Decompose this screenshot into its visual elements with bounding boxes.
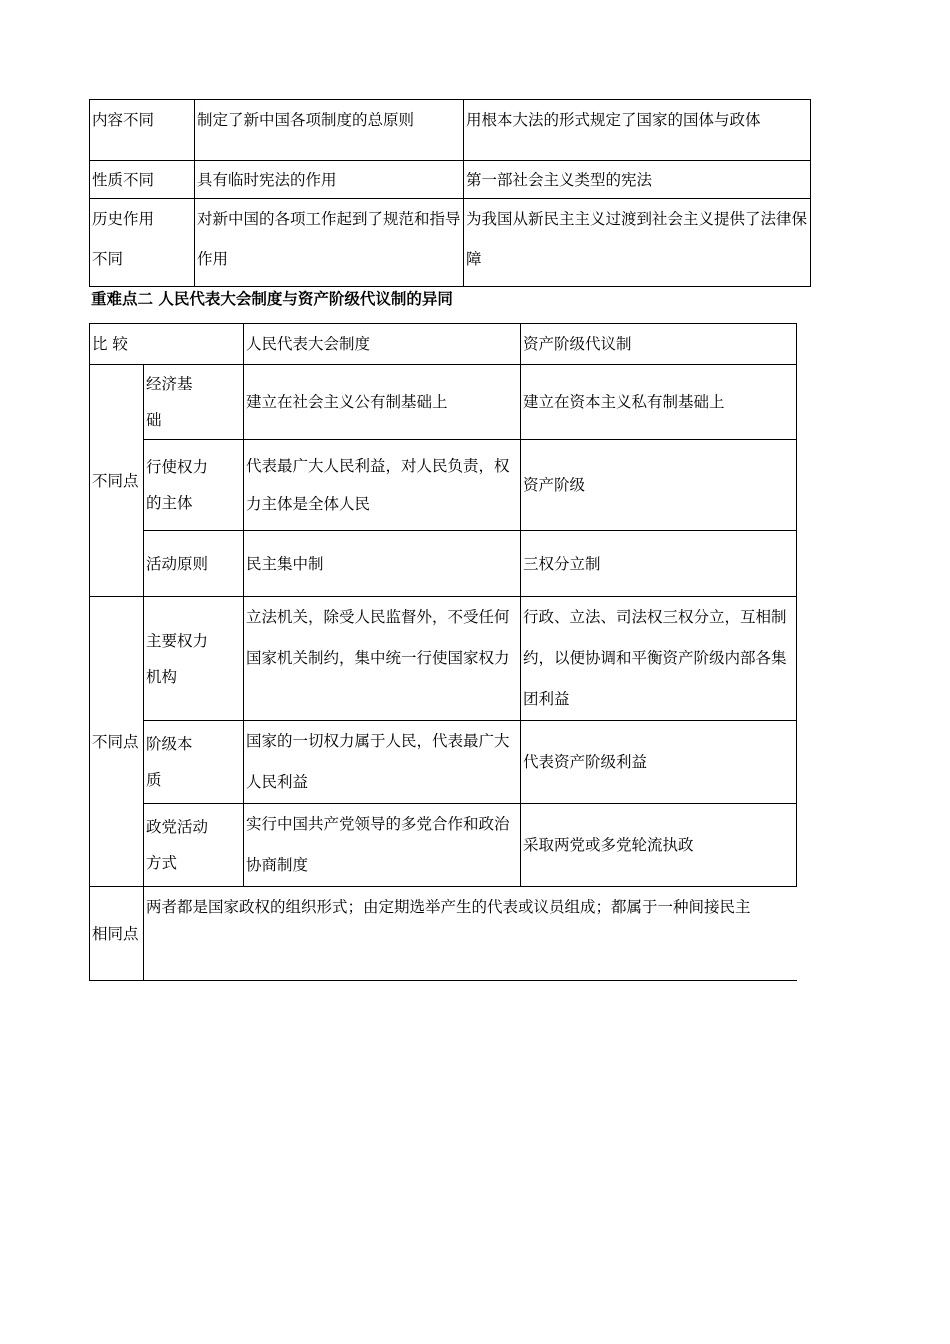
npc-vs-parliament-table xyxy=(89,323,797,981)
table-cell: 资产阶级 xyxy=(521,440,797,531)
table-row xyxy=(90,887,797,981)
table-cell: 三权分立制 xyxy=(521,531,797,597)
same-label: 相同点 xyxy=(90,887,144,981)
table-cell: 实行中国共产党领导的多党合作和政治协商制度 xyxy=(244,804,521,887)
group-label: 不同点 xyxy=(90,597,144,887)
table-row xyxy=(90,804,797,887)
constitution-comparison-table xyxy=(89,99,811,287)
aspect-label: 政党活动方式 xyxy=(144,804,244,887)
table-cell: 立法机关，除受人民监督外，不受任何国家机关制约，集中统一行使国家权力 xyxy=(244,597,521,721)
aspect-label: 阶级本质 xyxy=(144,721,244,804)
row-label: 性质不同 xyxy=(90,161,195,199)
table-cell: 民主集中制 xyxy=(244,531,521,597)
table-header-row xyxy=(90,324,797,365)
table-cell: 代表最广大人民利益，对人民负责，权力主体是全体人民 xyxy=(244,440,521,531)
table-cell: 用根本大法的形式规定了国家的国体与政体 xyxy=(464,100,811,161)
table-row xyxy=(90,199,811,287)
table-row xyxy=(90,365,797,440)
table-cell: 国家的一切权力属于人民，代表最广大人民利益 xyxy=(244,721,521,804)
table-cell: 行政、立法、司法权三权分立，互相制约，以便协调和平衡资产阶级内部各集团利益 xyxy=(521,597,797,721)
table-cell: 对新中国的各项工作起到了规范和指导作用 xyxy=(195,199,464,287)
table-row xyxy=(90,161,811,199)
table-cell: 第一部社会主义类型的宪法 xyxy=(464,161,811,199)
row-label: 历史作用不同 xyxy=(90,199,195,287)
table-cell: 代表资产阶级利益 xyxy=(521,721,797,804)
table-cell: 具有临时宪法的作用 xyxy=(195,161,464,199)
header-compare: 比 较 xyxy=(90,324,244,365)
table-row xyxy=(90,597,797,721)
table-row xyxy=(90,721,797,804)
same-text: 两者都是国家政权的组织形式；由定期选举产生的代表或议员组成；都属于一种间接民主 xyxy=(144,887,797,981)
table-cell: 采取两党或多党轮流执政 xyxy=(521,804,797,887)
section-heading: 重难点二 人民代表大会制度与资产阶级代议制的异同 xyxy=(91,290,453,308)
table-row xyxy=(90,531,797,597)
aspect-label: 活动原则 xyxy=(144,531,244,597)
table-cell: 为我国从新民主主义过渡到社会主义提供了法律保障 xyxy=(464,199,811,287)
header-npc: 人民代表大会制度 xyxy=(244,324,521,365)
table-cell: 建立在资本主义私有制基础上 xyxy=(521,365,797,440)
aspect-label: 主要权力机构 xyxy=(144,597,244,721)
table-row xyxy=(90,100,811,161)
header-bourgeois: 资产阶级代议制 xyxy=(521,324,797,365)
aspect-label: 行使权力的主体 xyxy=(144,440,244,531)
table-cell: 建立在社会主义公有制基础上 xyxy=(244,365,521,440)
row-label: 内容不同 xyxy=(90,100,195,161)
aspect-label: 经济基础 xyxy=(144,365,244,440)
table-row xyxy=(90,440,797,531)
group-label: 不同点 xyxy=(90,365,144,597)
table-cell: 制定了新中国各项制度的总原则 xyxy=(195,100,464,161)
